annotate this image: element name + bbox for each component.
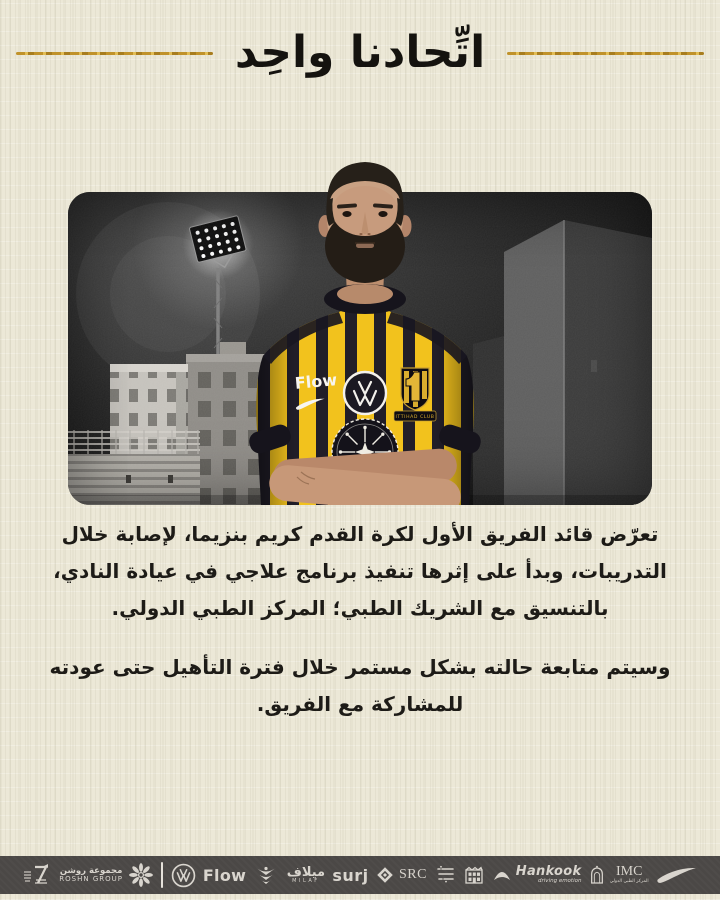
- hankook-logo: [493, 865, 582, 885]
- imc-dome-icon: [589, 865, 605, 885]
- nike-swoosh-icon: [656, 867, 698, 884]
- player-head: [319, 162, 412, 283]
- src-diamond-icon: [376, 866, 394, 884]
- player-benzema: [233, 150, 497, 505]
- volkswagen-logo: [171, 863, 196, 888]
- roshn-rosette-icon: [128, 862, 154, 888]
- milaf-arabic-label: ميلاف: [286, 864, 326, 880]
- hankook-tagline: driving emotion: [538, 878, 582, 885]
- surj-logo: surj: [332, 865, 369, 885]
- milaf-logo: [287, 866, 325, 885]
- milaf-english-label: MILAF: [292, 878, 320, 885]
- roshn-arabic-label: مجموعة روشن: [59, 865, 123, 876]
- src-logo: [376, 866, 427, 884]
- page-title: اتِّحادنا واحِد: [234, 27, 486, 78]
- hankook-wing-icon: [493, 868, 511, 882]
- nike-logo: [656, 867, 698, 884]
- gold-divider-left: [16, 52, 213, 55]
- vw-icon: [171, 863, 196, 888]
- announcement-text: [36, 516, 684, 723]
- falcon-logo: [253, 864, 279, 886]
- vw-jersey-logo-icon: [344, 372, 386, 414]
- sponsor-divider: [161, 862, 163, 888]
- src-label: SRC: [398, 867, 427, 882]
- imc-arabic-label: المركز الطبي الدولي: [609, 879, 649, 885]
- header: [0, 14, 720, 92]
- government-crest-icon: [22, 863, 52, 887]
- hero-photo: [68, 150, 652, 505]
- roshn-group-logo: [59, 862, 154, 888]
- falcon-icon: [253, 864, 279, 886]
- crest-banner-text: ITTIHAD CLUB: [395, 415, 435, 420]
- arabic-company-logo: [434, 864, 456, 886]
- imc-label: IMC: [615, 864, 643, 880]
- heritage-building-icon: [463, 864, 485, 886]
- announcement-paragraph-2: وسيتم متابعة حالته بشكل مستمر خلال فترة التأهيل حتى عودته للمشاركة مع الفريق.: [49, 655, 671, 716]
- flow-jersey-logo: Flow: [294, 370, 338, 393]
- hankook-label: Hankook: [515, 864, 582, 880]
- flow-logo: Flow: [202, 865, 247, 885]
- heritage-building-logo: [463, 864, 485, 886]
- roshn-english-label: ROSHN GROUP: [59, 874, 123, 883]
- government-crest-logo: [22, 863, 52, 887]
- imc-logo: [589, 865, 649, 885]
- announcement-paragraph-1: تعرّض قائد الفريق الأول لكرة القدم كريم بنزيما، لإصابة خلال التدريبات، وبدأ على إثرها تنفيذ برنامج علاجي في عيادة النادي، بالتنسيق مع الشريك الطبي؛ المركز الطبي الدولي.: [53, 522, 667, 620]
- sponsor-bar: [0, 856, 720, 894]
- gold-divider-right: [507, 52, 704, 55]
- arabic-wordmark-icon: [434, 864, 456, 886]
